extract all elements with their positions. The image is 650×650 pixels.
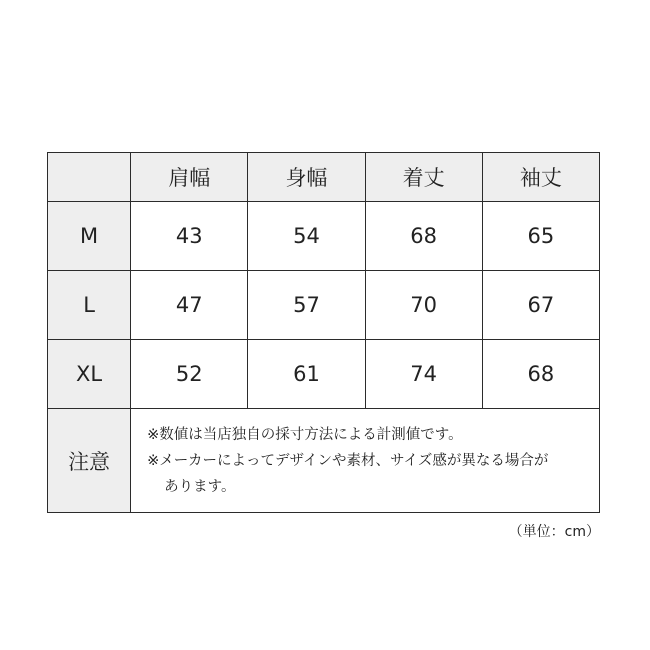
table-cell: 65 <box>482 202 599 271</box>
note-cell <box>131 409 600 513</box>
column-header-sleeve-length: 袖丈 <box>482 153 599 202</box>
table-cell: 67 <box>482 271 599 340</box>
corner-cell <box>48 153 131 202</box>
note-line: ※メーカーによってデザインや素材、サイズ感が異なる場合が <box>147 452 549 469</box>
table-cell: 54 <box>248 202 365 271</box>
column-header-length: 着丈 <box>365 153 482 202</box>
table-cell: 57 <box>248 271 365 340</box>
row-header-size: M <box>48 202 131 271</box>
column-header-body-width: 身幅 <box>248 153 365 202</box>
table-row <box>48 271 600 340</box>
table-cell: 61 <box>248 340 365 409</box>
unit-label: （単位：cm） <box>508 524 600 540</box>
table-cell: 68 <box>365 202 482 271</box>
note-line: ※数値は当店独自の採寸方法による計測値です。 <box>147 426 463 443</box>
size-table <box>47 152 600 513</box>
column-header-shoulder-width: 肩幅 <box>131 153 248 202</box>
table-row <box>48 202 600 271</box>
row-header-size: XL <box>48 340 131 409</box>
table-cell: 74 <box>365 340 482 409</box>
table-cell: 70 <box>365 271 482 340</box>
table-cell: 43 <box>131 202 248 271</box>
note-label: 注意 <box>48 409 131 513</box>
row-header-size: L <box>48 271 131 340</box>
table-row <box>48 340 600 409</box>
note-line: あります。 <box>164 478 236 495</box>
note-row <box>48 409 600 513</box>
table-cell: 68 <box>482 340 599 409</box>
table-cell: 47 <box>131 271 248 340</box>
header-row <box>48 153 600 202</box>
table-cell: 52 <box>131 340 248 409</box>
